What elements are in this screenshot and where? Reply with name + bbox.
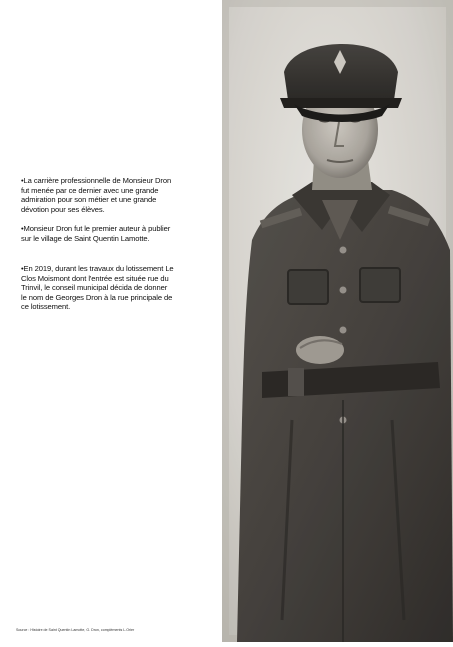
paragraph-career: •La carrière professionnelle de Monsieur Dron fut menée par ce dernier avec une grande admiration pour son métier et une grande dévotion pour ses élèves. [21, 176, 172, 214]
portrait-photo [222, 0, 453, 642]
source-caption: Source : Histoire de Saint Quentin Lamotte, G. Dron, compléments L.Orier [16, 628, 135, 632]
paragraph-first-author: •Monsieur Dron fut le premier auteur à publier sur le village de Saint Quentin Lamotte. [21, 224, 171, 243]
paragraph-street-naming: •En 2019, durant les travaux du lotissement Le Clos Moismont dont l'entrée est située rue du Trinvil, le conseil municipal décida de donner le nom de Georges Dron à la rue principale de ce lotissement. [21, 264, 174, 312]
text-column [0, 0, 222, 642]
portrait-photo-image [222, 0, 453, 642]
